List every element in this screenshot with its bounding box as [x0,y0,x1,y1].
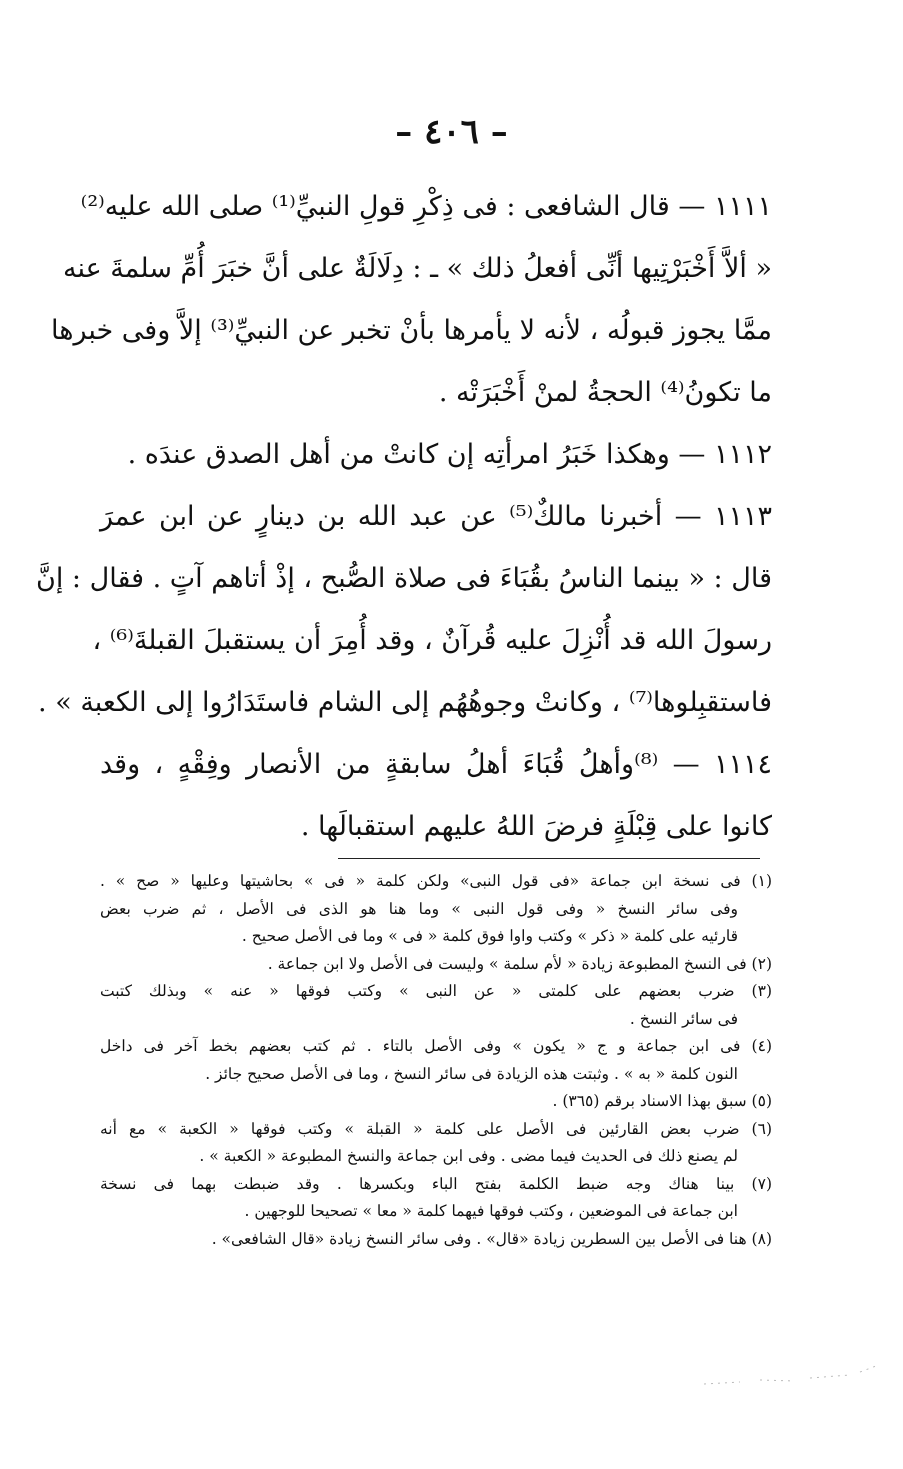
text-line: « ألاَّ أَخْبَرْتِيها أنِّى أفعلُ ذلك » ـ : دِلَالَةٌ على أنَّ خبَرَ أُمِّ سلمةَ عنه [62,253,772,284]
text-line: كانوا على قِبْلَةٍ فرضَ اللهُ عليهم استقبالَها . [300,811,772,842]
text-line: قال : « بينما الناسُ بقُبَاءَ فى صلاة الصُّبح ، إذْ أتاهم آتٍ . فقال : إنَّ [36,563,772,594]
scan-noise-marks [700,1358,880,1388]
footnote-line: لم يصنع ذلك فى الحديث فيما مضى . وفى ابن جماعة والنسخ المطبوعة « الكعبة » . [199,1147,738,1165]
footnote-line: النون كلمة « به » . وثبتت هذه الزيادة فى سائر النسخ ، وما فى الأصل صحيح جائز . [205,1064,738,1083]
text-line: ١١١٤ — ⁽⁸⁾وأهلُ قُبَاءَ أهلُ سابقةٍ من الأنصار وفِقْهٍ ، وقد [100,749,773,780]
footnote-line: (٥) سبق بهذا الاسناد برقم (٣٦٥) . [552,1092,772,1110]
footnote-line: (١) فى نسخة ابن جماعة «فى قول النبى» ولكن كلمة « فى » بحاشيتها وعليها « صح » . [100,872,772,890]
footnote-line: وفى سائر النسخ « وفى قول النبى » وما هنا هو الذى فى الأصل ، ثم ضرب بعض [100,899,738,918]
text-line: ١١١٣ — أخبرنا مالكٌ⁽⁵⁾ عن عبد الله بن دينارٍ عن ابن عمرَ [100,501,772,532]
footnote-line: (٧) بينا هناك وجه ضبط الكلمة بفتح الباء وبكسرها . وقد ضبطت بهما فى نسخة [100,1174,772,1193]
text-line: ممَّا يجوز قبولُه ، لأنه لا يأمرها بأنْ تخبر عن النبيِّ⁽³⁾ إلاَّ وفى خبرها [51,315,772,346]
text-line: رسولَ الله قد أُنْزِلَ عليه قُرآنٌ ، وقد أُمِرَ أن يستقبلَ القبلةَ⁽⁶⁾ ، [92,625,772,656]
text-line: ١١١٢ — وهكذا خَبَرُ امرأتِه إن كانتْ من أهل الصدق عندَه . [127,439,772,470]
footnote-separator [338,858,760,859]
footnote-line: قارئيه على كلمة « ذكر » وكتب واوا فوق كلمة « فى » وما فى الأصل صحيح . [241,927,738,945]
footnote-line: (٣) ضرب بعضهم على كلمتى « عن النبى » وكتب فوقها « عنه » وبذلك كتبت [100,982,772,1000]
footnote-line: (٨) هنا فى الأصل بين السطرين زيادة «قال» . وفى سائر النسخ زيادة «قال الشافعى» . [211,1229,772,1248]
text-line: فاستقبِلوها⁽⁷⁾ ، وكانتْ وجوهُهُم إلى الشام فاستَدَارُوا إلى الكعبة » . [38,687,772,718]
footnote-line: ابن جماعة فى الموضعين ، وكتب فوقها فيهما كلمة « معا » تصحيحا للوجهين . [244,1202,738,1220]
footnote-line: (٦) ضرب بعض القارئين فى الأصل على كلمة « القبلة » وكتب فوقها « الكعبة » مع أنه [100,1119,772,1138]
page-number: – ٤٠٦ – [395,112,508,152]
footnote-line: (٤) فى ابن جماعة و ج « يكون » وفى الأصل بالتاء . ثم كتب بعضهم بخط آخر فى داخل [100,1037,772,1055]
text-line: ما تكونُ⁽⁴⁾ الحجةُ لمنْ أَخْبَرَتْه . [438,377,772,408]
footnote-line: (٢) فى النسخ المطبوعة زيادة « لأم سلمة » وليست فى الأصل ولا ابن جماعة . [267,954,772,973]
footnote-line: فى سائر النسخ . [629,1009,738,1028]
main-text [36,176,773,858]
text-line: ١١١١ — قال الشافعى : فى ذِكْرِ قولِ النبيِّ⁽¹⁾ صلى الله عليه⁽²⁾ [80,191,772,222]
footnotes [100,868,772,1253]
